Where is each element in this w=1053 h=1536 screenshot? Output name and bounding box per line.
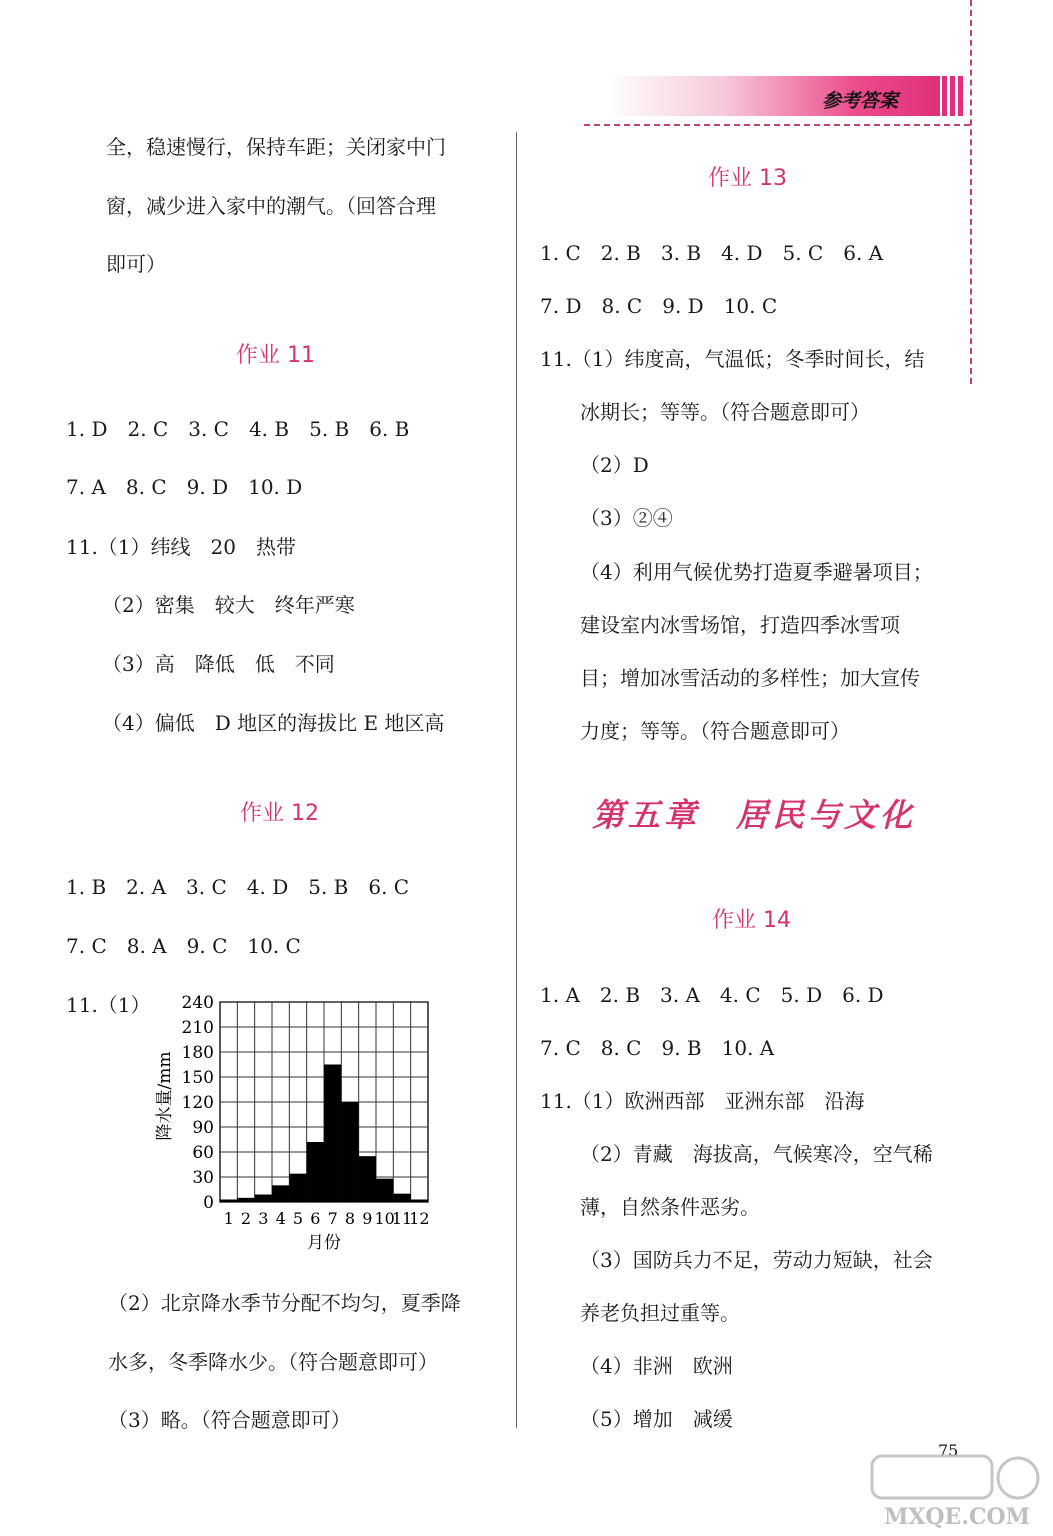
margin-dashed-rule: [970, 0, 972, 384]
chart-bar: [393, 1194, 410, 1202]
chart-y-tick-label: 120: [181, 1093, 214, 1113]
chart-x-tick-label: 4: [275, 1209, 286, 1228]
watermark-text: MXQE.COM: [883, 1504, 1031, 1530]
hw14-q11-part5: （5）增加 减缓: [580, 1407, 733, 1431]
hw14-q11-part2-line2: 薄，自然条件恶劣。: [580, 1195, 760, 1219]
chart-x-tick-label: 9: [362, 1209, 373, 1228]
hw12-mc-row2: 7. C 8. A 9. C 10. C: [66, 934, 301, 958]
header-dashed-rule: [584, 124, 970, 126]
hw13-q11-part4-line4: 力度；等等。（符合题意即可）: [580, 719, 850, 743]
hw13-q11-part4-line1: （4）利用气候优势打造夏季避暑项目；: [580, 560, 933, 584]
hw14-q11-part4: （4）非洲 欧洲: [580, 1354, 733, 1378]
hw12-mc-row1: 1. B 2. A 3. C 4. D 5. B 6. C: [66, 875, 410, 899]
chart-x-tick-label: 2: [240, 1209, 252, 1228]
chart-x-tick-label: 1: [223, 1209, 234, 1228]
hw12-title: 作业 12: [240, 801, 319, 826]
chart-x-tick-label: 10: [374, 1209, 395, 1228]
chart-bar: [411, 1200, 428, 1203]
hw12-q11-part2-line1: （2）北京降水季节分配不均匀，夏季降: [108, 1291, 461, 1315]
hw12-q11-part2-line2: 水多，冬季降水少。（符合题意即可）: [108, 1350, 438, 1374]
chart-y-ticks: [182, 993, 214, 1213]
precipitation-chart: [150, 990, 440, 1260]
chart-y-tick-label: 240: [181, 993, 214, 1013]
chart-y-label: 降水量/mm: [155, 1051, 175, 1141]
hw14-q11-part3-line2: 养老负担过重等。: [580, 1301, 740, 1325]
hw13-q11-part4-line3: 目；增加冰雪活动的多样性；加大宣传: [580, 666, 920, 690]
hw14-title: 作业 14: [712, 908, 791, 933]
chart-bar: [220, 1200, 237, 1203]
hw11-q11-part4: （4）偏低 D 地区的海拔比 E 地区高: [102, 711, 445, 735]
continuation-line: 全，稳速慢行，保持车距；关闭家中门: [106, 135, 446, 159]
chart-bar: [255, 1195, 272, 1203]
chart-bar: [237, 1198, 254, 1202]
hw14-q11-part1: 11.（1）欧洲西部 亚洲东部 沿海: [540, 1089, 865, 1113]
chart-bar: [341, 1102, 358, 1202]
hw11-q11-part1: 11.（1）纬线 20 热带: [66, 535, 296, 559]
header-stripe: [942, 76, 947, 116]
section-title: 参考答案: [822, 90, 899, 112]
chart-y-tick-label: 180: [181, 1043, 214, 1063]
hw13-q11-part1-line1: 11.（1）纬度高，气温低；冬季时间长，结: [540, 347, 925, 371]
chart-y-tick-label: 30: [192, 1168, 214, 1188]
header-stripe: [950, 76, 955, 116]
hw11-mc-row1: 1. D 2. C 3. C 4. B 5. B 6. B: [66, 417, 410, 441]
column-divider: [516, 132, 517, 1428]
hw13-q11-part2: （2）D: [580, 453, 649, 477]
header-stripe: [958, 76, 963, 116]
hw11-mc-row2: 7. A 8. C 9. D 10. D: [66, 475, 303, 499]
page-number: 75: [938, 1441, 959, 1460]
continuation-line: 即可）: [106, 252, 166, 276]
chart-bar: [324, 1065, 341, 1203]
chart-x-label: 月份: [307, 1233, 341, 1253]
hw14-q11-part3-line1: （3）国防兵力不足，劳动力短缺，社会: [580, 1248, 933, 1272]
chart-x-tick-label: 11: [391, 1209, 413, 1228]
hw11-q11-part2: （2）密集 较大 终年严寒: [102, 593, 355, 617]
hw13-q11-part1-line2: 冰期长；等等。（符合题意即可）: [580, 400, 870, 424]
chart-x-tick-label: 8: [344, 1209, 356, 1228]
chart-x-tick-label: 5: [292, 1209, 304, 1228]
chart-y-tick-label: 150: [181, 1068, 214, 1088]
hw13-q11-part3: （3）②④: [580, 506, 673, 530]
chart-y-tick-label: 90: [192, 1118, 214, 1138]
chart-x-tick-label: 6: [310, 1209, 321, 1228]
hw13-title: 作业 13: [708, 166, 787, 191]
watermark-logo: [868, 1452, 1046, 1530]
hw11-q11-part3: （3）高 降低 低 不同: [102, 652, 335, 676]
chart-bar: [359, 1156, 376, 1202]
hw11-title: 作业 11: [236, 343, 315, 368]
hw12-q11-part3: （3）略。（符合题意即可）: [108, 1408, 351, 1432]
continuation-line: 窗，减少进入家中的潮气。（回答合理: [106, 194, 436, 218]
hw14-mc-row2: 7. C 8. C 9. B 10. A: [540, 1036, 775, 1060]
chart-y-tick-label: 0: [203, 1193, 214, 1213]
hw12-q11-label: 11.（1）: [66, 993, 151, 1017]
chart-x-tick-label: 12: [409, 1209, 430, 1228]
chart-bar: [272, 1185, 289, 1202]
hw14-q11-part2-line1: （2）青藏 海拔高，气候寒冷，空气稀: [580, 1142, 933, 1166]
chart-x-tick-label: 7: [327, 1209, 338, 1228]
hw13-mc-row1: 1. C 2. B 3. B 4. D 5. C 6. A: [540, 241, 884, 265]
chart-x-tick-label: 3: [258, 1209, 269, 1228]
chart-x-ticks: [224, 1209, 430, 1228]
hw13-mc-row2: 7. D 8. C 9. D 10. C: [540, 294, 778, 318]
hw14-mc-row1: 1. A 2. B 3. A 4. C 5. D 6. D: [540, 983, 884, 1007]
chart-y-tick-label: 60: [192, 1143, 214, 1163]
chart-bar: [289, 1174, 306, 1202]
chapter-title: 第五章 居民与文化: [592, 796, 917, 834]
chart-y-tick-label: 210: [181, 1018, 214, 1038]
hw13-q11-part4-line2: 建设室内冰雪场馆，打造四季冰雪项: [580, 613, 900, 637]
chart-bar: [307, 1142, 324, 1202]
chart-bar: [376, 1179, 393, 1202]
